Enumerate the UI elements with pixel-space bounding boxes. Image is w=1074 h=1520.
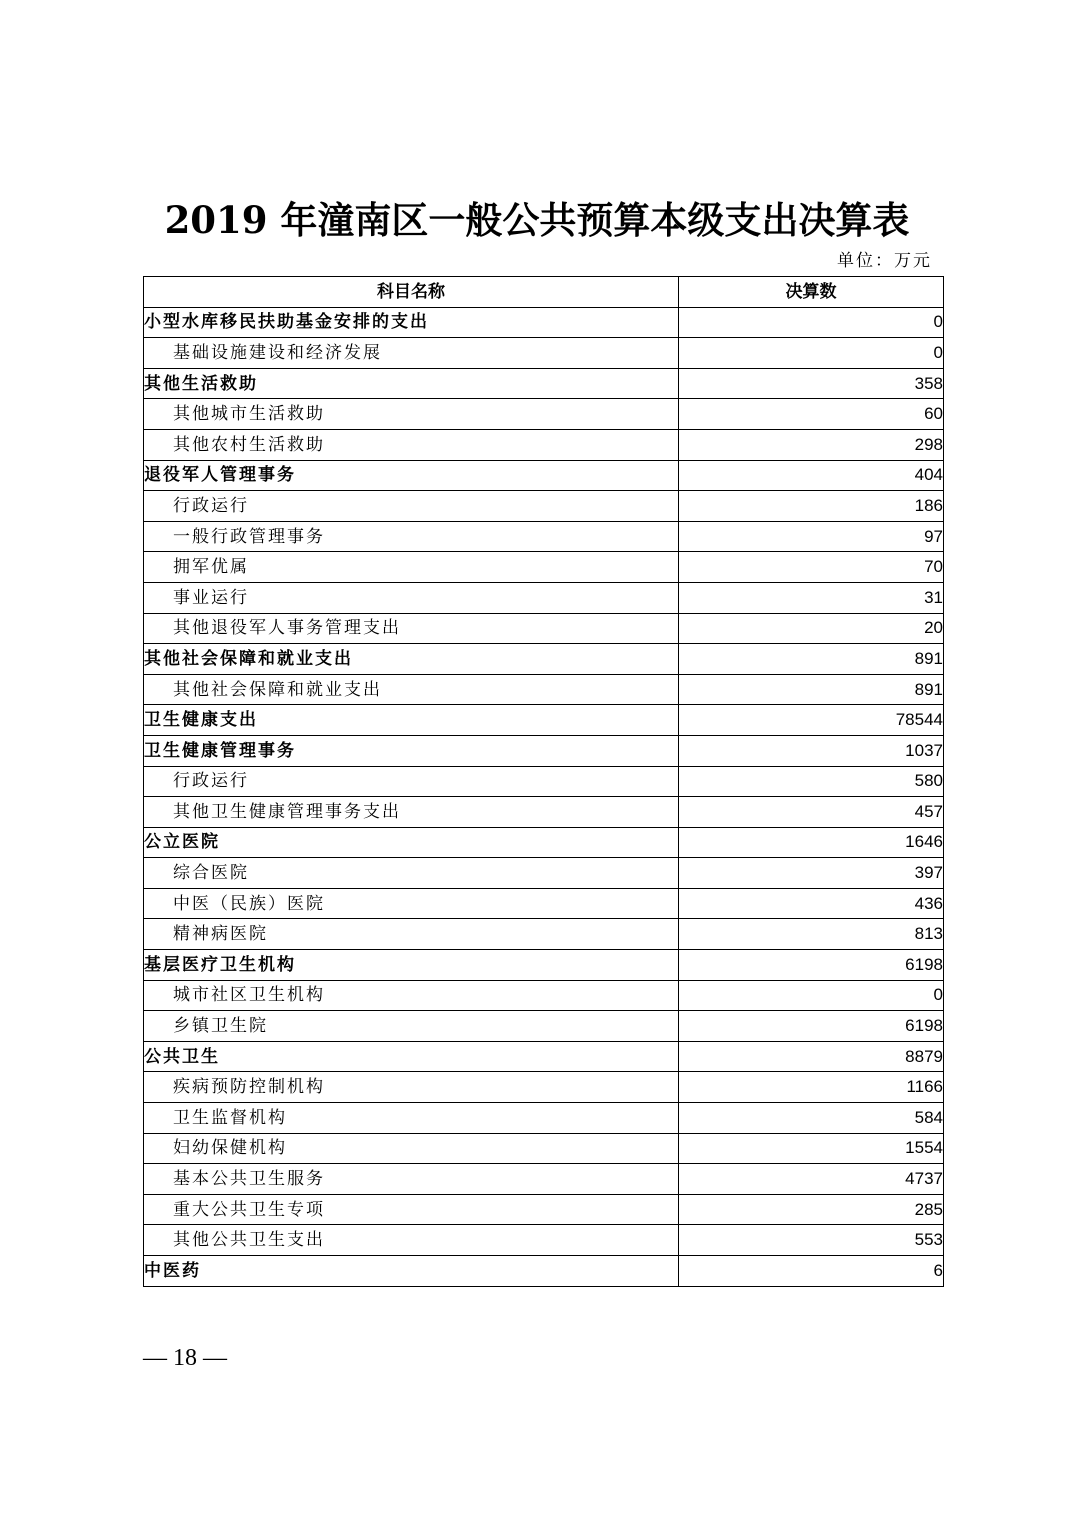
table-row [144, 429, 944, 460]
row-amount: 1037 [679, 735, 944, 766]
budget-table [143, 276, 944, 1287]
table-row [144, 797, 944, 828]
row-amount: 0 [679, 980, 944, 1011]
table-row [144, 827, 944, 858]
row-item-name: 退役军人管理事务 [144, 460, 679, 491]
row-amount: 0 [679, 307, 944, 338]
row-item-name: 卫生健康支出 [144, 705, 679, 736]
table-row [144, 1164, 944, 1195]
row-amount: 436 [679, 888, 944, 919]
table-row [144, 1072, 944, 1103]
row-amount: 31 [679, 582, 944, 613]
row-amount: 6 [679, 1256, 944, 1287]
row-item-name: 妇幼保健机构 [144, 1133, 679, 1164]
row-item-name: 乡镇卫生院 [144, 1011, 679, 1042]
table-row [144, 613, 944, 644]
row-amount: 891 [679, 674, 944, 705]
table-row [144, 888, 944, 919]
table-row [144, 644, 944, 675]
row-amount: 97 [679, 521, 944, 552]
row-item-name: 其他卫生健康管理事务支出 [144, 797, 679, 828]
row-amount: 186 [679, 491, 944, 522]
row-item-name: 事业运行 [144, 582, 679, 613]
table-row [144, 582, 944, 613]
table-row [144, 858, 944, 889]
row-amount: 298 [679, 429, 944, 460]
row-item-name: 其他城市生活救助 [144, 399, 679, 430]
table-header-row [144, 277, 944, 308]
row-amount: 397 [679, 858, 944, 889]
row-item-name: 其他农村生活救助 [144, 429, 679, 460]
row-amount: 70 [679, 552, 944, 583]
row-item-name: 一般行政管理事务 [144, 521, 679, 552]
table-row [144, 674, 944, 705]
row-amount: 1166 [679, 1072, 944, 1103]
table-row [144, 1194, 944, 1225]
table-row [144, 735, 944, 766]
row-amount: 4737 [679, 1164, 944, 1195]
row-item-name: 城市社区卫生机构 [144, 980, 679, 1011]
row-amount: 0 [679, 338, 944, 369]
row-item-name: 拥军优属 [144, 552, 679, 583]
header-item-name: 科目名称 [144, 277, 679, 308]
row-amount: 285 [679, 1194, 944, 1225]
row-amount: 6198 [679, 1011, 944, 1042]
header-final-amount: 决算数 [679, 277, 944, 308]
table-row [144, 1225, 944, 1256]
table-row [144, 399, 944, 430]
row-item-name: 公立医院 [144, 827, 679, 858]
row-item-name: 精神病医院 [144, 919, 679, 950]
row-amount: 1554 [679, 1133, 944, 1164]
row-amount: 457 [679, 797, 944, 828]
row-item-name: 其他公共卫生支出 [144, 1225, 679, 1256]
row-item-name: 其他社会保障和就业支出 [144, 674, 679, 705]
row-amount: 580 [679, 766, 944, 797]
table-row [144, 521, 944, 552]
table-row [144, 950, 944, 981]
row-amount: 60 [679, 399, 944, 430]
table-row [144, 705, 944, 736]
row-amount: 78544 [679, 705, 944, 736]
table-row [144, 338, 944, 369]
row-amount: 404 [679, 460, 944, 491]
table-row [144, 1011, 944, 1042]
table-row [144, 1133, 944, 1164]
row-amount: 813 [679, 919, 944, 950]
row-item-name: 小型水库移民扶助基金安排的支出 [144, 307, 679, 338]
table-row [144, 1103, 944, 1134]
table-row [144, 552, 944, 583]
row-item-name: 中医（民族）医院 [144, 888, 679, 919]
page-number: — 18 — [143, 1345, 227, 1371]
row-amount: 1646 [679, 827, 944, 858]
table-row [144, 1256, 944, 1287]
row-item-name: 基本公共卫生服务 [144, 1164, 679, 1195]
row-item-name: 疾病预防控制机构 [144, 1072, 679, 1103]
table-row [144, 1041, 944, 1072]
row-item-name: 基础设施建设和经济发展 [144, 338, 679, 369]
row-item-name: 综合医院 [144, 858, 679, 889]
row-amount: 20 [679, 613, 944, 644]
row-item-name: 重大公共卫生专项 [144, 1194, 679, 1225]
row-item-name: 中医药 [144, 1256, 679, 1287]
row-item-name: 基层医疗卫生机构 [144, 950, 679, 981]
unit-label: 单位：万元 [837, 251, 932, 271]
row-amount: 891 [679, 644, 944, 675]
row-amount: 6198 [679, 950, 944, 981]
row-item-name: 卫生监督机构 [144, 1103, 679, 1134]
row-amount: 358 [679, 368, 944, 399]
table-body [144, 307, 944, 1286]
row-item-name: 行政运行 [144, 491, 679, 522]
row-amount: 584 [679, 1103, 944, 1134]
row-item-name: 行政运行 [144, 766, 679, 797]
row-item-name: 其他退役军人事务管理支出 [144, 613, 679, 644]
table-row [144, 368, 944, 399]
table-row [144, 919, 944, 950]
table-row [144, 491, 944, 522]
table-row [144, 307, 944, 338]
row-item-name: 公共卫生 [144, 1041, 679, 1072]
table-row [144, 980, 944, 1011]
table-row [144, 460, 944, 491]
row-item-name: 其他生活救助 [144, 368, 679, 399]
row-amount: 553 [679, 1225, 944, 1256]
row-amount: 8879 [679, 1041, 944, 1072]
table-row [144, 766, 944, 797]
row-item-name: 卫生健康管理事务 [144, 735, 679, 766]
page-title: 2019 年潼南区一般公共预算本级支出决算表 [164, 198, 910, 242]
row-item-name: 其他社会保障和就业支出 [144, 644, 679, 675]
